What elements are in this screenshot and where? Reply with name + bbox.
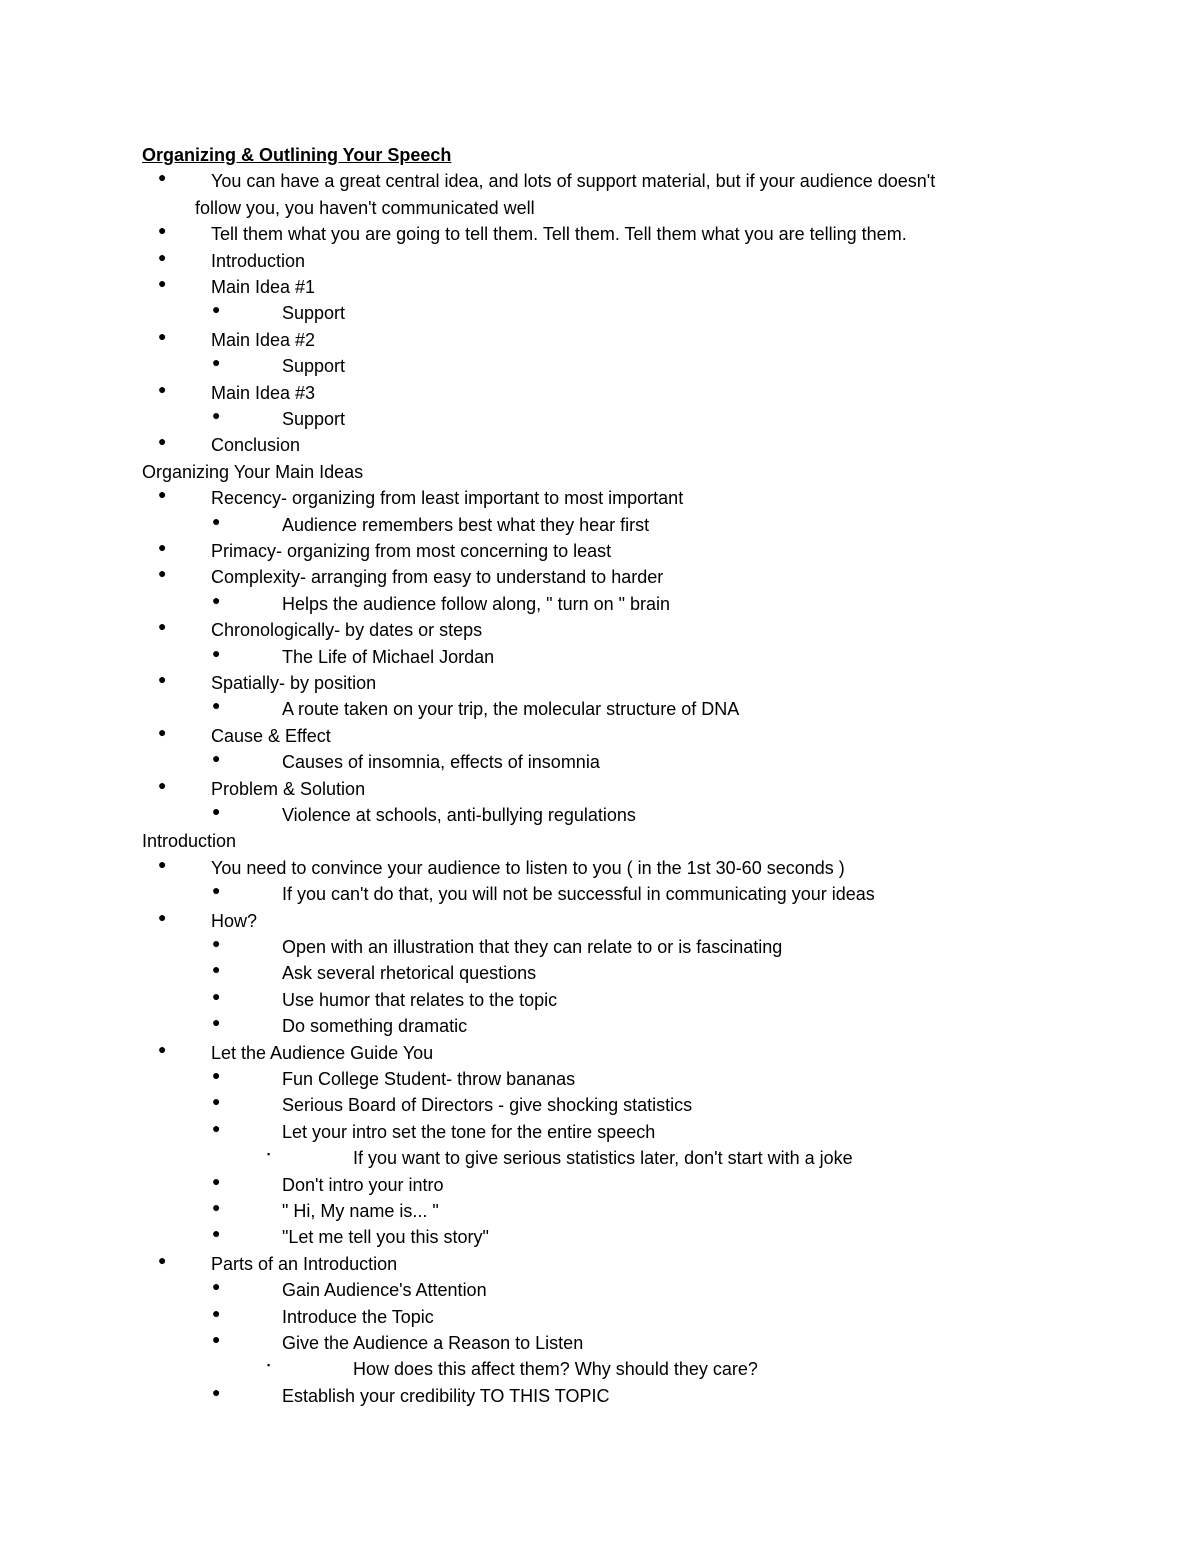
outline-item-level-2: " Hi, My name is... " [282, 1201, 439, 1221]
outline-item-level-2: Use humor that relates to the topic [282, 989, 558, 1010]
outline-item-level-2: Fun College Student- throw bananas [282, 1069, 576, 1089]
outline-item-level-1: Chronologically- by dates or steps [211, 620, 483, 641]
bullet-icon: ● [212, 1199, 221, 1215]
section-heading: Organizing & Outlining Your Speech [142, 145, 452, 165]
bullet-icon: ● [158, 486, 167, 503]
bullet-icon: ● [158, 380, 167, 397]
bullet-icon: ● [212, 301, 221, 318]
bullet-icon: ● [158, 776, 167, 793]
bullet-icon: ● [212, 1093, 221, 1110]
bullet-icon: ● [212, 1304, 221, 1321]
bullet-icon: ● [212, 1331, 221, 1347]
outline-item-level-1: Primacy- organizing from most concerning to least [211, 541, 612, 561]
outline-item-level-1: Recency- organizing from least important to most important [211, 488, 684, 509]
outline-item-level-3: How does this affect them? Why should they care? [353, 1359, 758, 1380]
bullet-icon: ● [158, 1040, 167, 1057]
outline-item-level-2: Helps the audience follow along, " turn on " brain [282, 593, 671, 614]
outline-item-level-1: Problem & Solution [211, 778, 366, 799]
section-heading: Organizing Your Main Ideas [142, 461, 364, 482]
outline-item-level-1: You need to convince your audience to listen to you ( in the 1st 30-60 seconds ) [211, 857, 845, 878]
bullet-icon: ● [212, 935, 221, 951]
bullet-icon: ● [212, 1383, 221, 1400]
outline-item-level-1: Complexity- arranging from easy to understand to harder [211, 567, 664, 588]
bullet-icon: ● [212, 987, 221, 1004]
bullet-icon: ● [158, 1251, 167, 1268]
bullet-icon: ● [212, 961, 221, 978]
outline-item-level-1: Parts of an Introduction [211, 1253, 398, 1274]
bullet-icon: ● [212, 407, 221, 423]
bullet-icon: ● [212, 1014, 221, 1031]
outline-item-level-1: Introduction [211, 250, 306, 271]
outline-item-level-2: Audience remembers best what they hear first [282, 514, 650, 535]
outline-item-level-2: "Let me tell you this story" [282, 1227, 489, 1248]
bullet-icon: ● [158, 618, 167, 635]
bullet-icon: ● [158, 327, 167, 344]
bullet-icon: ● [212, 591, 221, 608]
square-bullet-icon: ▪ [267, 1149, 271, 1160]
bullet-icon: ● [212, 750, 221, 767]
outline-item-level-2: Support [282, 356, 346, 377]
bullet-icon: ● [212, 644, 221, 661]
outline-item-level-2: Gain Audience's Attention [282, 1280, 487, 1301]
bullet-icon: ● [212, 697, 221, 714]
square-bullet-icon: ▪ [267, 1360, 271, 1371]
bullet-icon: ● [158, 433, 167, 450]
outline-item-level-1: Main Idea #3 [211, 382, 316, 403]
bullet-icon: ● [212, 882, 221, 899]
bullet-icon: ● [158, 169, 167, 186]
bullet-icon: ● [158, 248, 167, 265]
bullet-icon: ● [212, 803, 221, 819]
outline-item-level-1: Let the Audience Guide You [211, 1042, 434, 1063]
outline-item-level-1: Spatially- by position [211, 673, 377, 693]
outline-item-level-2: Do something dramatic [282, 1016, 468, 1037]
outline-item-level-2: Serious Board of Directors - give shocking statistics [282, 1095, 693, 1116]
outline-item-level-2: Introduce the Topic [282, 1306, 434, 1327]
bullet-icon: ● [158, 565, 167, 582]
bullet-icon: ● [212, 512, 221, 529]
bullet-icon: ● [158, 222, 167, 239]
outline-item-level-2: A route taken on your trip, the molecular structure of DNA [282, 699, 740, 720]
outline-item-level-1: Main Idea #1 [211, 277, 316, 297]
outline-item-level-2: Ask several rhetorical questions [282, 963, 537, 984]
outline-item-level-3: If you want to give serious statistics later, don't start with a joke [353, 1148, 853, 1169]
outline-item-level-2: Don't intro your intro [282, 1174, 444, 1195]
outline-item-level-2: The Life of Michael Jordan [282, 646, 495, 667]
outline-item-level-2: Give the Audience a Reason to Listen [282, 1333, 584, 1353]
outline-item-continuation: follow you, you haven't communicated well [195, 197, 535, 218]
bullet-icon: ● [212, 1172, 221, 1189]
section-heading: Introduction [142, 831, 237, 852]
outline-item-level-1: Cause & Effect [211, 725, 331, 746]
outline-item-level-2: Open with an illustration that they can relate to or is fascinating [282, 937, 783, 957]
outline-item-level-1: Main Idea #2 [211, 329, 316, 350]
bullet-icon: ● [212, 1225, 221, 1242]
outline-item-level-2: Let your intro set the tone for the entire speech [282, 1121, 656, 1142]
bullet-icon: ● [158, 723, 167, 740]
outline-item-level-2: Violence at schools, anti-bullying regulations [282, 805, 636, 825]
outline-item-level-1: How? [211, 910, 258, 931]
bullet-icon: ● [158, 671, 167, 687]
outline-item-level-1: Conclusion [211, 435, 301, 456]
bullet-icon: ● [212, 1067, 221, 1083]
bullet-icon: ● [212, 1119, 221, 1136]
outline-item-level-2: Causes of insomnia, effects of insomnia [282, 752, 600, 773]
outline-item-level-1: Tell them what you are going to tell them. Tell them. Tell them what you are telling them. [211, 224, 907, 245]
outline-item-level-2: Establish your credibility TO THIS TOPIC [282, 1385, 610, 1406]
bullet-icon: ● [158, 539, 167, 555]
bullet-icon: ● [212, 1278, 221, 1295]
bullet-icon: ● [158, 855, 167, 872]
outline-item-level-2: If you can't do that, you will not be successful in communicating your ideas [282, 884, 875, 905]
bullet-icon: ● [212, 354, 221, 371]
bullet-icon: ● [158, 275, 167, 291]
outline-item-level-2: Support [282, 303, 346, 324]
outline-item-level-2: Support [282, 409, 346, 429]
bullet-icon: ● [158, 908, 167, 925]
outline-item-level-1: You can have a great central idea, and lots of support material, but if your audience doesn't [211, 171, 936, 192]
